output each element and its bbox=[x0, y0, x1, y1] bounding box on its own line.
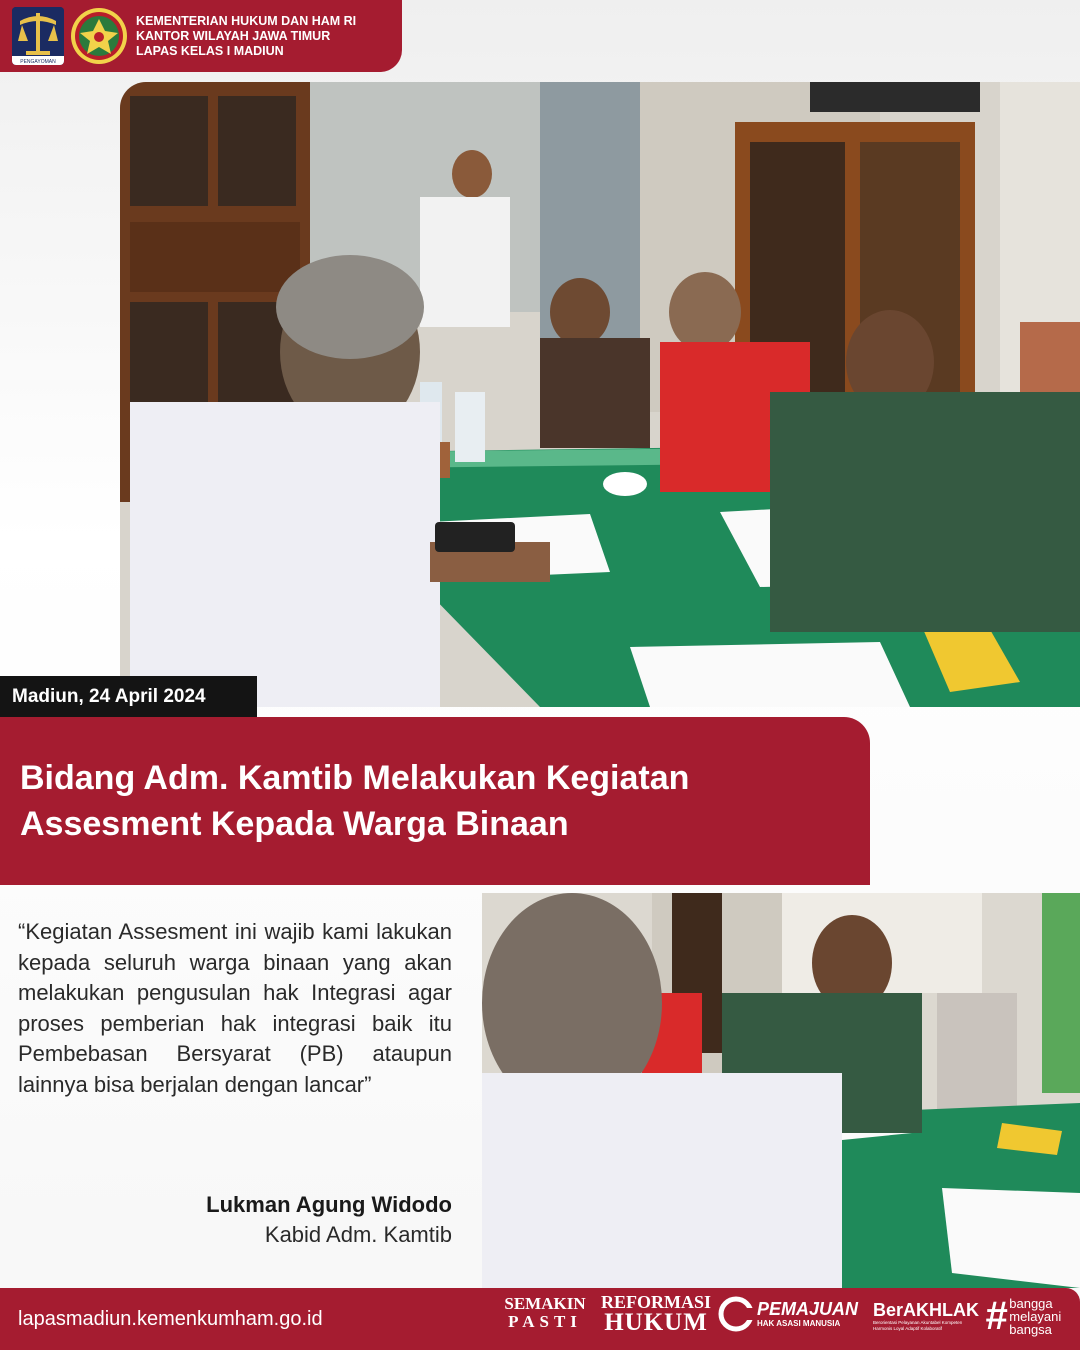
headline bbox=[20, 755, 850, 847]
berakhlak-text: BerAKHLAK bbox=[873, 1300, 980, 1320]
date-text: Madiun, 24 April 2024 bbox=[12, 685, 206, 707]
pasti-text: PASTI bbox=[508, 1312, 582, 1331]
pemajuan-text: PEMAJUAN bbox=[757, 1299, 859, 1319]
author-role: Kabid Adm. Kamtib bbox=[264, 1222, 452, 1247]
secondary-photo bbox=[482, 893, 1080, 1288]
headline-line-2: Assesment Kepada Warga Binaan bbox=[20, 805, 569, 843]
hashtag-icon: # bbox=[985, 1294, 1008, 1338]
footer-bar bbox=[0, 1288, 1080, 1350]
hukum-text: HUKUM bbox=[604, 1309, 708, 1336]
semakin-pasti-logo bbox=[495, 1295, 595, 1331]
quote-text: “Kegiatan Assesment ini wajib kami lakukan kepada seluruh warga binaan yang akan melakukan pengusulan hak Integrasi agar proses pemberian hak integrasi baik itu Pembebasan Bersyarat (PB) ataupun lainnya bisa berjalan dengan lancar” bbox=[18, 919, 452, 1097]
author-name: Lukman Agung Widodo bbox=[206, 1192, 452, 1217]
header-banner bbox=[0, 0, 402, 72]
reformasi-text: REFORMASI bbox=[600, 1292, 711, 1312]
pemajuan-ham-logo bbox=[718, 1296, 858, 1332]
pengayoman-logo-icon bbox=[12, 7, 64, 65]
semakin-text: SEMAKIN bbox=[504, 1294, 586, 1313]
bangga-melayani-bangsa-logo bbox=[985, 1294, 1061, 1338]
melayani-text: melayani bbox=[1009, 1308, 1062, 1324]
website-link[interactable]: lapasmadiun.kemenkumham.go.id bbox=[18, 1308, 323, 1330]
berakhlak-subtitle: Berorientasi Pelayanan Akuntabel Kompeten Harmonis Loyal Adaptif Kolaboratif bbox=[873, 1320, 963, 1331]
reformasi-hukum-logo bbox=[597, 1293, 715, 1335]
main-photo bbox=[120, 82, 1080, 707]
svg-text:PENGAYOMAN: PENGAYOMAN bbox=[20, 59, 56, 65]
berakhlak-logo bbox=[873, 1300, 981, 1332]
date-tag bbox=[0, 676, 257, 717]
headline-line-1: Bidang Adm. Kamtib Melakukan Kegiatan bbox=[20, 759, 690, 797]
header-line-institution: LAPAS KELAS I MADIUN bbox=[136, 43, 284, 58]
pemajuan-ham-icon bbox=[718, 1296, 754, 1332]
bangsa-text: bangsa bbox=[1009, 1321, 1052, 1337]
garuda-emblem-icon bbox=[70, 7, 128, 65]
ham-text: HAK ASASI MANUSIA bbox=[757, 1319, 841, 1328]
header-line-ministry: KEMENTERIAN HUKUM DAN HAM RI bbox=[136, 13, 357, 28]
header-line-office: KANTOR WILAYAH JAWA TIMUR bbox=[136, 28, 331, 43]
bangga-text: bangga bbox=[1009, 1295, 1053, 1311]
header-title bbox=[136, 14, 356, 59]
title-banner bbox=[0, 717, 870, 885]
quote-author bbox=[206, 1190, 452, 1250]
